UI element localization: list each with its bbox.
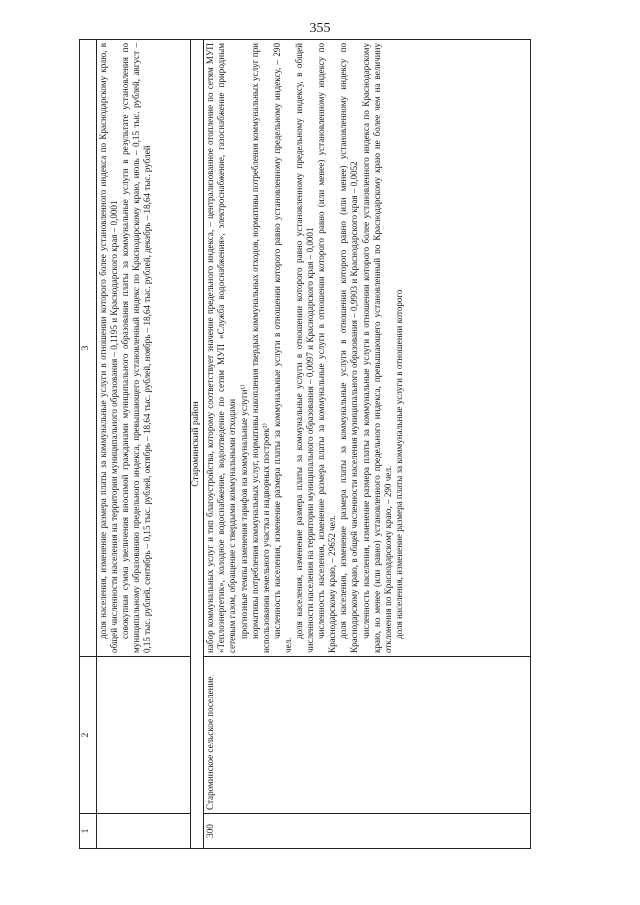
row-content [204, 40, 531, 657]
table-row-300 [204, 40, 531, 849]
prev-row-content [97, 40, 191, 657]
row-number: 300 [204, 814, 531, 849]
prev-row-number [97, 814, 191, 849]
row-paragraph: численность населения, изменение размера платы за коммунальные услуги в отношении которого равно (или менее) установленному индексу по Краснодарскому краю, – 29652 чел. [316, 43, 338, 653]
row-paragraph: доля населения, изменение размера платы за коммунальные услуги в отношении которого [393, 289, 404, 639]
row-paragraph: прогнозные темпы изменения тарифов на коммунальные услуги¹⁾ [238, 384, 249, 639]
row-paragraph: доля населения, изменение размера платы за коммунальные услуги в отношении которого равно (или менее) установленному индексу по Краснодарскому краю, в общей численности населения муниципального образования – 0,9903 и Краснодарского края – 0,0052 [338, 43, 360, 653]
header-col-3: 3 [80, 40, 97, 657]
region-row [191, 40, 204, 849]
settlement-name: Староминское сельское поселение [204, 657, 531, 814]
row-paragraph: набор коммунальных услуг и тип благоустройства, которому соответствует значение предельного индекса, – централизованное отопление по сетям МУП «Теплоэнергетик», холодное водоснабжение, водоотведение по сетям МУП «Служба водоснабжения», электроснабжение, газоснабжение природным сетевым газом, обращение с твердыми коммунальными отходами [205, 43, 238, 653]
row-paragraph: доля населения, изменение размера платы за коммунальные услуги в отношении которого равно установленному предельному индексу, в общей численности населения на территории муниципального образования – 0,0097 и Краснодарского края – 0,0001 [294, 43, 316, 653]
page-number: 355 [309, 21, 331, 36]
row-paragraph: численность населения, изменение размера платы за коммунальные услуги в отношении которого равно установленному предельному индексу, – 290 чел. [271, 43, 293, 653]
header-col-2: 2 [80, 657, 97, 814]
table-row-previous [97, 40, 191, 849]
prev-row-settlement [97, 657, 191, 814]
row-paragraph: численность населения, изменение размера платы за коммунальные услуги в отношении которого более установленного индекса по Краснодарскому краю, но менее (или равно) установленного предельного индекса, превышающего установленный по Краснодарскому краю не более чем на величину отклонения по Краснодарскому краю, – 290 чел. [360, 43, 393, 653]
row-paragraph: нормативы потребления коммунальных услуг, нормативы накопления твердых коммунальных отходов, нормативы потребления коммунальных услуг при использовании земельного участка и надворных построек²⁾ [249, 43, 271, 653]
indices-table [79, 39, 531, 849]
header-col-1: 1 [80, 814, 97, 849]
table-header-row [80, 40, 97, 849]
region-name: Староминский район [191, 40, 204, 849]
rotated-table-container [79, 39, 531, 849]
prev-paragraph: доля населения, изменение размера платы за коммунальные услуги в отношении которого более установленного индекса по Краснодарскому краю, в общей численности населения на территории муниципального образования – 0,1195 и Краснодарского края – 0,0001 [98, 43, 120, 653]
prev-paragraph: совокупная сумма увеличения вносимой гражданами муниципального образования платы за коммунальные услуги в результате установления по муниципальному образованию предельного индекса, превышающего установленный индекс по Краснодарскому краю, июль – 0,15 тыс. рублей, август – 0,15 тыс. рублей, сентябрь – 0,15 тыс. рублей, октябрь – 18,64 тыс. рублей, ноябрь – 18,64 тыс. рублей, декабрь – 18,64 тыс. рублей [120, 43, 153, 653]
